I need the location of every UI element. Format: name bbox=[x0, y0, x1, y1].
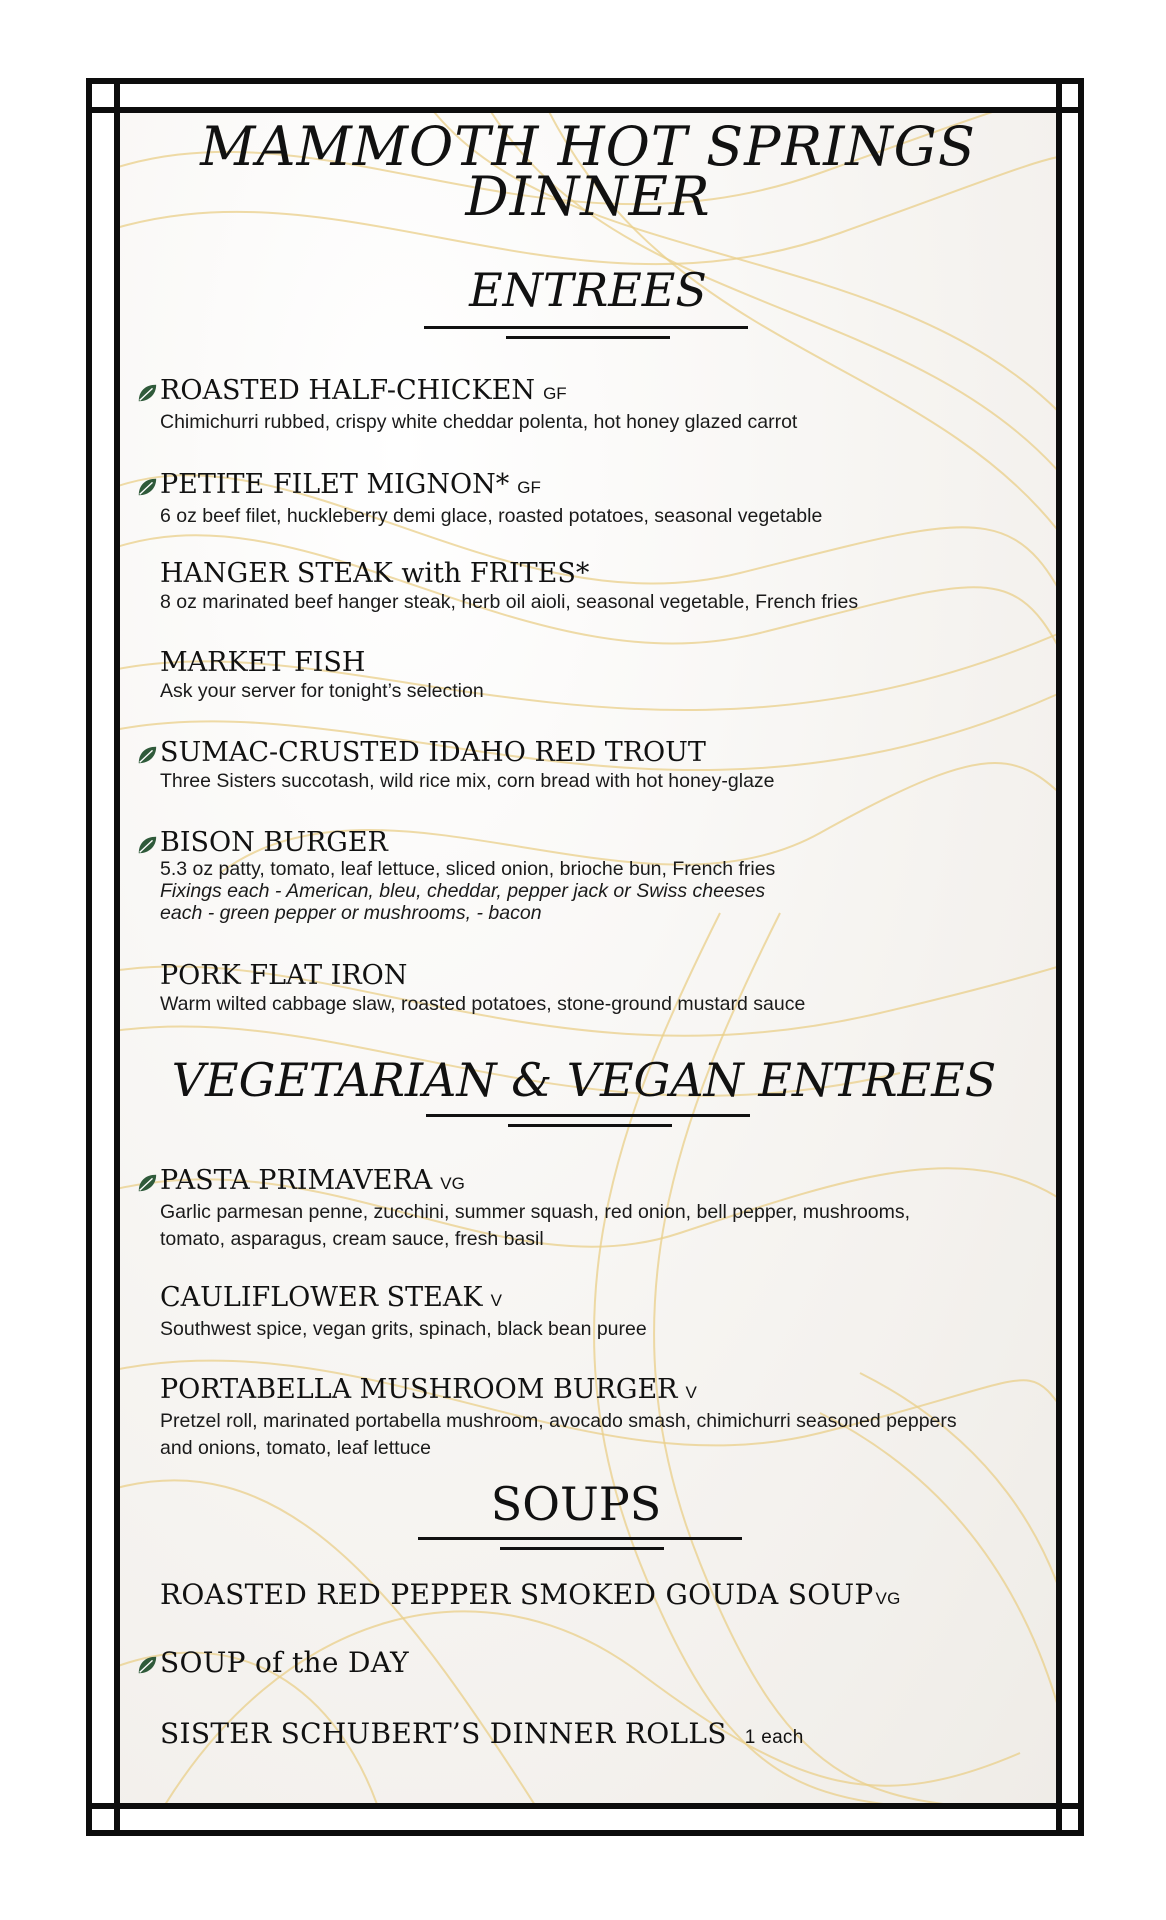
leaf-icon bbox=[136, 744, 158, 766]
item-description: Three Sisters succotash, wild rice mix, corn bread with hot honey-glaze bbox=[160, 770, 775, 792]
leaf-icon bbox=[136, 834, 158, 856]
menu-title-line2: DINNER bbox=[465, 165, 711, 228]
menu-item bbox=[160, 1375, 1040, 1462]
diet-tag: VG bbox=[440, 1174, 465, 1193]
menu-item bbox=[160, 1580, 1040, 1614]
menu-item bbox=[160, 961, 1040, 1018]
section-rule bbox=[426, 1114, 750, 1117]
item-description: Ask your server for tonight’s selection bbox=[160, 680, 484, 702]
menu-item bbox=[160, 1283, 1040, 1343]
menu-item bbox=[160, 376, 1040, 436]
item-fixings: Fixings each - American, bleu, cheddar, pepper jack or Swiss cheeses bbox=[160, 880, 766, 902]
leaf-icon bbox=[136, 382, 158, 404]
section-rule bbox=[424, 326, 748, 329]
section-rule bbox=[418, 1537, 742, 1540]
menu-item bbox=[160, 470, 1040, 530]
diet-tag: GF bbox=[543, 384, 567, 403]
item-description: Southwest spice, vegan grits, spinach, black bean puree bbox=[160, 1318, 647, 1340]
diet-tag: V bbox=[685, 1383, 697, 1402]
item-name: PETITE FILET MIGNON* bbox=[160, 469, 510, 500]
item-name: MARKET FISH bbox=[160, 647, 366, 678]
frame-rail-bottom bbox=[86, 1803, 1084, 1809]
section-title-entrees: ENTREES bbox=[469, 263, 707, 317]
item-description: tomato, asparagus, cream sauce, fresh basil bbox=[160, 1228, 544, 1250]
menu-item bbox=[160, 1166, 1040, 1253]
section-title-soups: SOUPS bbox=[490, 1477, 662, 1531]
item-name: PORK FLAT IRON bbox=[160, 960, 408, 991]
item-fixings: each - green pepper or mushrooms, - bacon bbox=[160, 902, 542, 924]
item-name: CAULIFLOWER STEAK bbox=[160, 1282, 483, 1313]
item-name: ROASTED RED PEPPER SMOKED GOUDA SOUP bbox=[160, 1578, 874, 1611]
item-name: PORTABELLA MUSHROOM BURGER bbox=[160, 1374, 678, 1405]
diet-tag: VG bbox=[875, 1589, 901, 1608]
item-name: BISON BURGER bbox=[160, 827, 388, 858]
section-rule-short bbox=[500, 1547, 664, 1550]
item-description: Chimichurri rubbed, crispy white cheddar polenta, hot honey glazed carrot bbox=[160, 411, 798, 433]
portion-tag: 1 each bbox=[744, 1727, 804, 1748]
leaf-icon bbox=[136, 476, 158, 498]
menu-item bbox=[160, 648, 1040, 705]
leaf-icon bbox=[136, 1654, 158, 1676]
item-name: SOUP of the DAY bbox=[160, 1646, 409, 1679]
item-description: 5.3 oz patty, tomato, leaf lettuce, sliced onion, brioche bun, French fries bbox=[160, 858, 776, 880]
item-description: Warm wilted cabbage slaw, roasted potatoes, stone-ground mustard sauce bbox=[160, 993, 806, 1015]
item-description: Pretzel roll, marinated portabella mushroom, avocado smash, chimichurri seasoned peppers bbox=[160, 1410, 957, 1432]
item-name: PASTA PRIMAVERA bbox=[160, 1165, 433, 1196]
menu-item bbox=[160, 1648, 1040, 1678]
frame-rail-right bbox=[1056, 78, 1062, 1836]
section-title-vegetarian: VEGETARIAN & VEGAN ENTREES bbox=[171, 1053, 997, 1107]
section-rule-short bbox=[508, 1124, 672, 1127]
diet-tag: GF bbox=[517, 478, 541, 497]
item-name: SISTER SCHUBERT’S DINNER ROLLS bbox=[160, 1717, 727, 1750]
item-description: Garlic parmesan penne, zucchini, summer squash, red onion, bell pepper, mushrooms, bbox=[160, 1201, 911, 1223]
item-name: ROASTED HALF-CHICKEN bbox=[160, 375, 536, 406]
item-description: 6 oz beef filet, huckleberry demi glace, roasted potatoes, seasonal vegetable bbox=[160, 505, 823, 527]
menu-item bbox=[160, 1719, 1040, 1753]
menu-title-line1: MAMMOTH HOT SPRINGS bbox=[200, 115, 976, 178]
menu-item bbox=[160, 828, 1040, 924]
leaf-icon bbox=[136, 1172, 158, 1194]
item-description: 8 oz marinated beef hanger steak, herb oil aioli, seasonal vegetable, French fries bbox=[160, 591, 859, 613]
item-name: SUMAC-CRUSTED IDAHO RED TROUT bbox=[160, 737, 706, 768]
menu-item bbox=[160, 738, 1040, 795]
item-name: HANGER STEAK with FRITES* bbox=[160, 558, 590, 589]
menu-content bbox=[120, 113, 1056, 1803]
section-rule-short bbox=[506, 336, 670, 339]
menu-item bbox=[160, 559, 1040, 616]
diet-tag: V bbox=[490, 1291, 502, 1310]
item-description: and onions, tomato, leaf lettuce bbox=[160, 1437, 432, 1459]
